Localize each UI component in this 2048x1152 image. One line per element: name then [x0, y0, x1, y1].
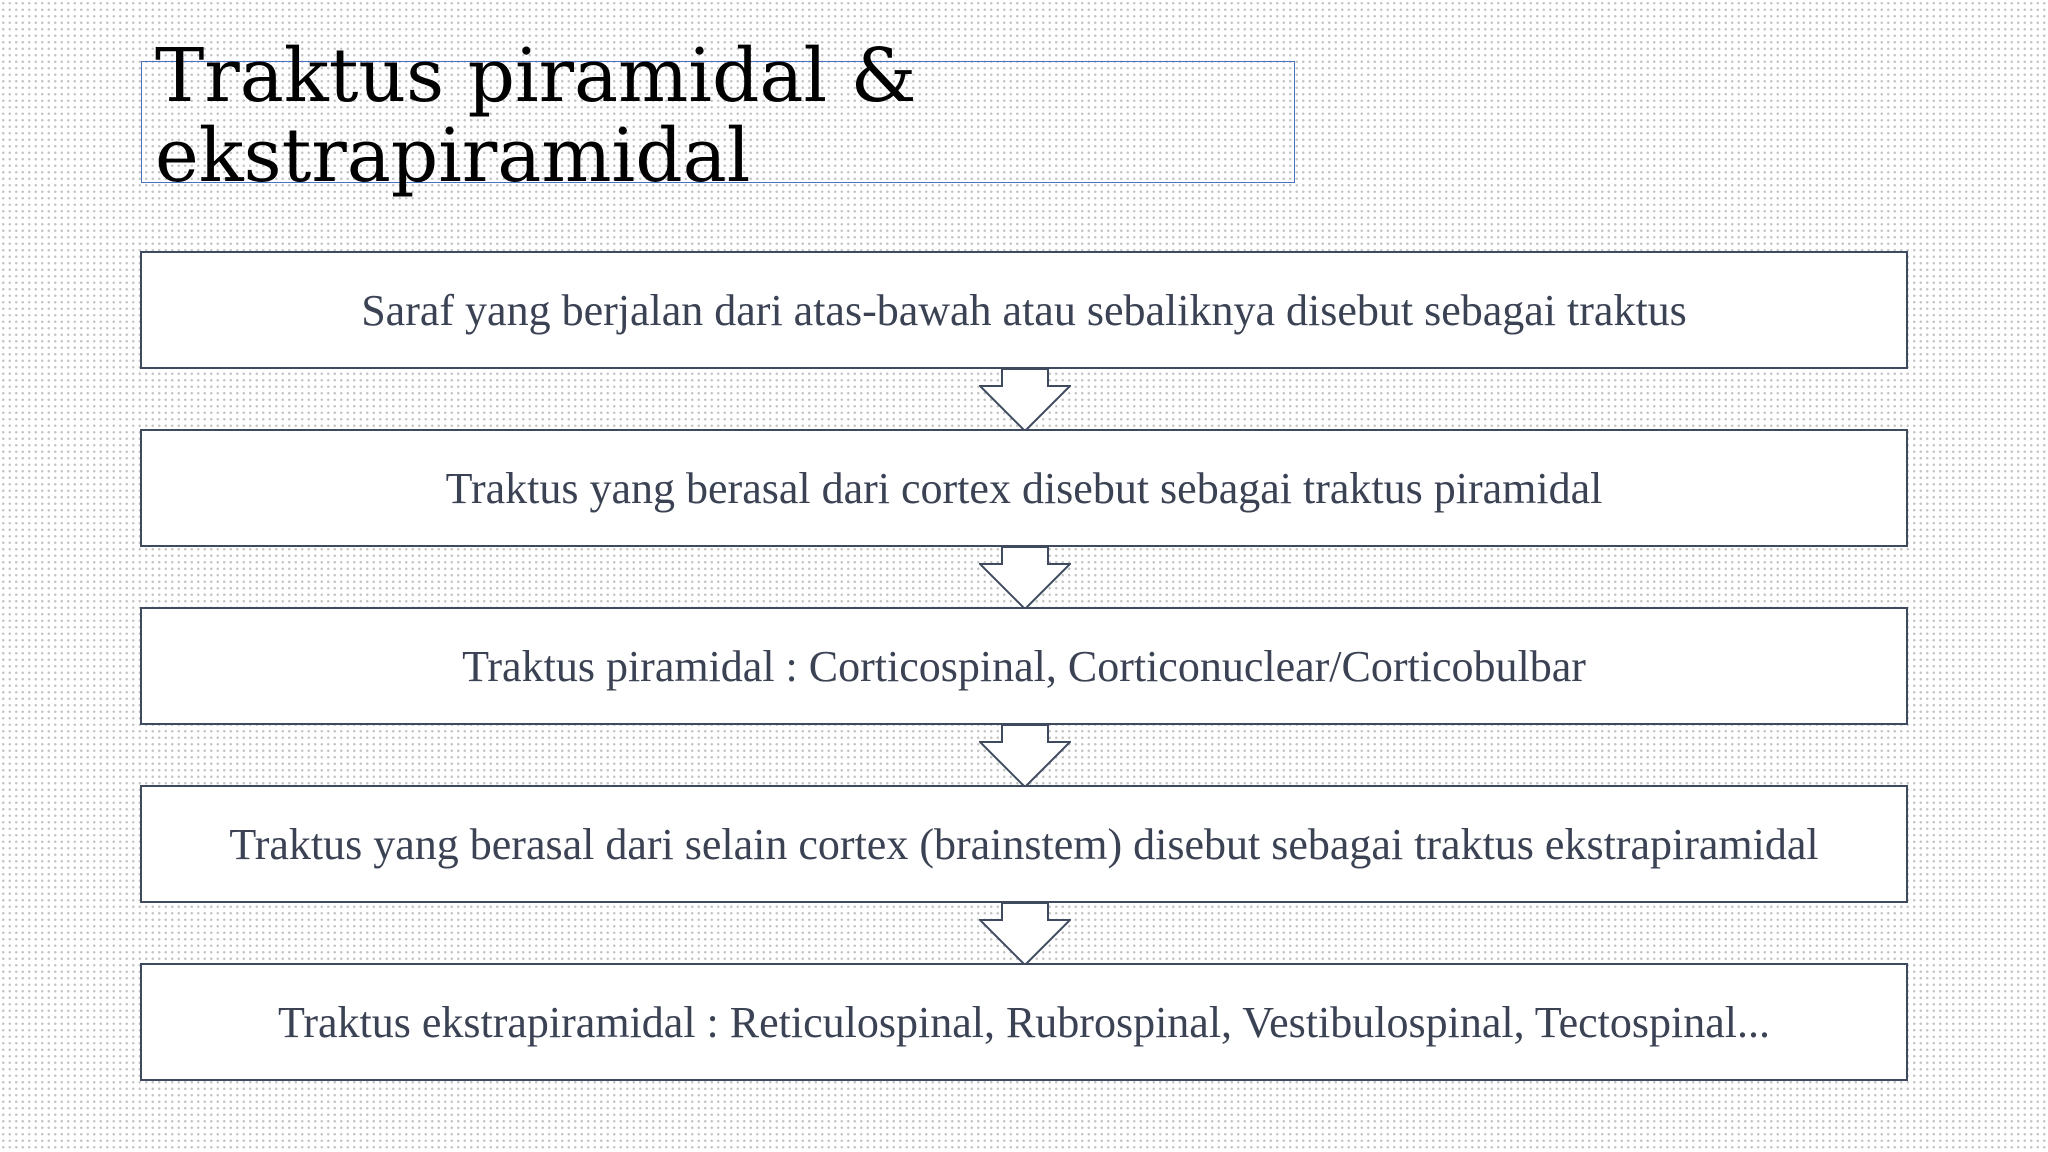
- flow-box-text: Traktus yang berasal dari cortex disebut sebagai traktus piramidal: [445, 463, 1603, 513]
- flow-box-4: [140, 785, 1908, 903]
- flow-box-text: Traktus ekstrapiramidal : Reticulospinal, Rubrospinal, Vestibulospinal, Tectospinal...: [278, 997, 1770, 1047]
- down-arrow-icon: [979, 368, 1071, 432]
- flow-box-2: [140, 429, 1908, 547]
- slide-title-line-2: ekstrapiramidal: [155, 113, 751, 199]
- down-arrow-icon: [979, 546, 1071, 610]
- flow-box-5: [140, 963, 1908, 1081]
- flow-box-text: Traktus yang berasal dari selain cortex (brainstem) disebut sebagai traktus ekstrapiramidal: [229, 819, 1819, 869]
- slide-title: [155, 33, 917, 199]
- down-arrow-icon: [979, 902, 1071, 966]
- down-arrow-icon: [979, 724, 1071, 788]
- slide-title-line-1: Traktus piramidal &: [155, 33, 917, 119]
- flow-box-text: Saraf yang berjalan dari atas-bawah atau sebaliknya disebut sebagai traktus: [361, 285, 1687, 335]
- flow-box-3: [140, 607, 1908, 725]
- flow-box-text: Traktus piramidal : Corticospinal, Corticonuclear/Corticobulbar: [462, 641, 1586, 691]
- flow-box-1: [140, 251, 1908, 369]
